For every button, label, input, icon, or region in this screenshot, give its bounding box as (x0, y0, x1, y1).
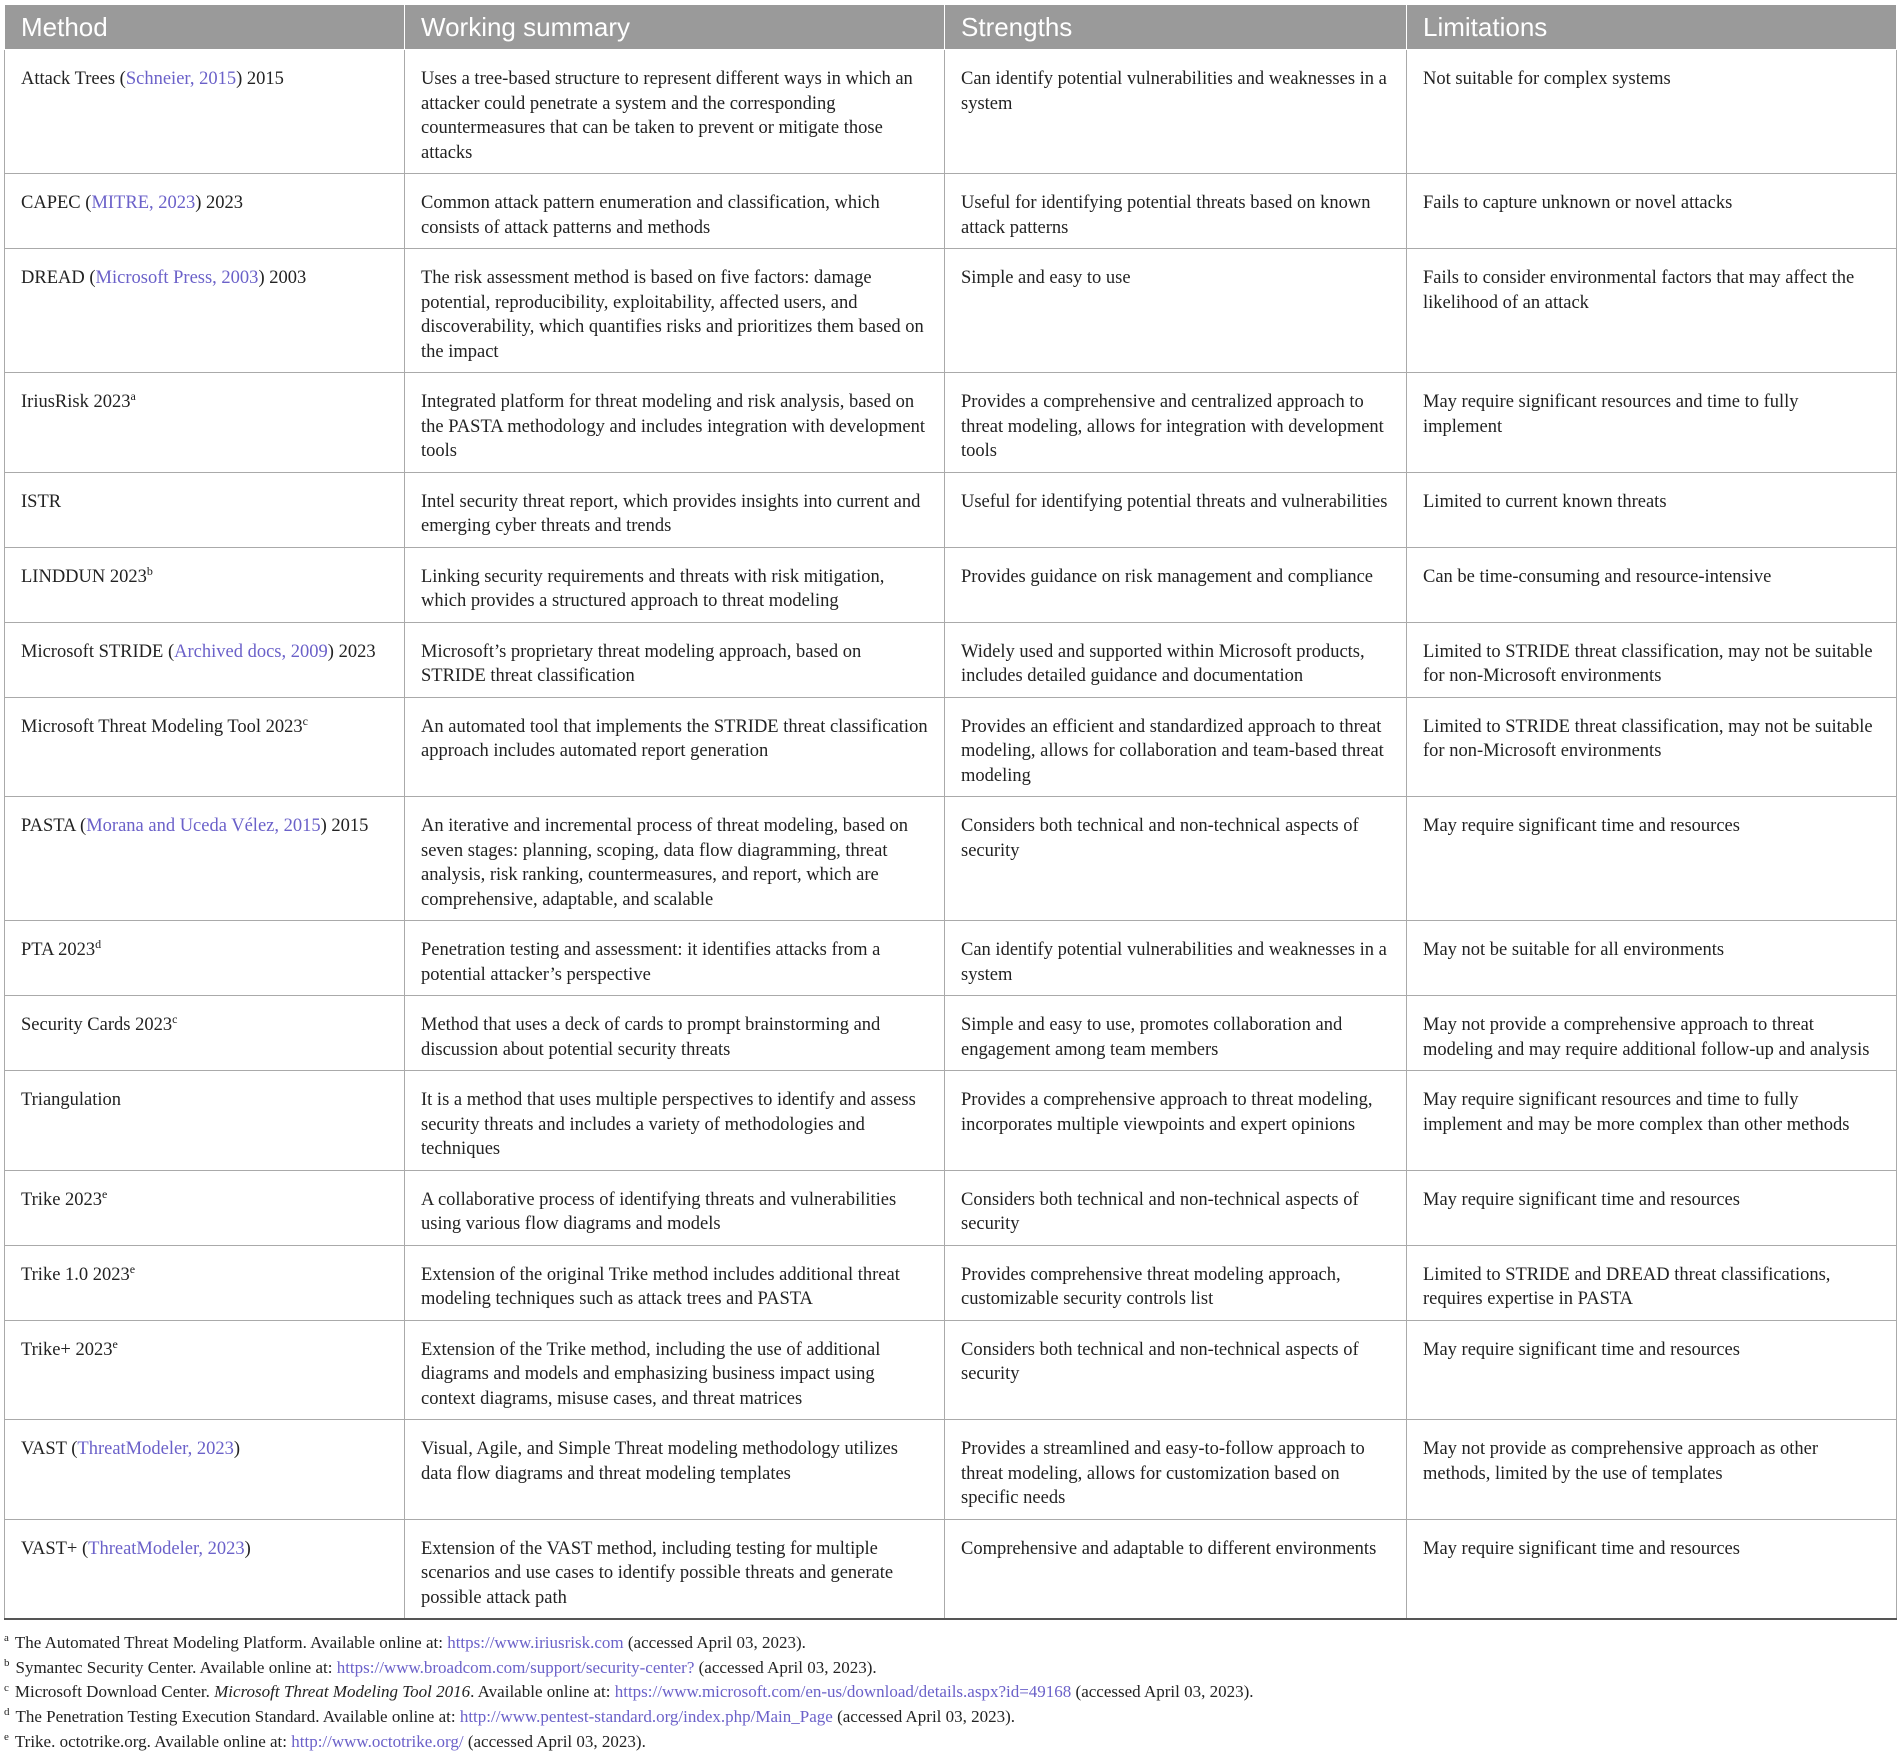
method-cell (5, 697, 405, 797)
method-name: PTA (21, 940, 54, 960)
table-row (5, 373, 1897, 473)
method-name: PASTA (21, 816, 76, 836)
citation-link[interactable]: ThreatModeler, 2023 (77, 1439, 234, 1459)
footnote-link[interactable]: https://www.microsoft.com/en-us/download/details.aspx?id=49168 (614, 1682, 1072, 1702)
method-year: 2023 (75, 1339, 113, 1360)
footnote-mark: b (4, 1657, 10, 1670)
footnote-mark: e (4, 1731, 9, 1744)
citation-link[interactable]: Archived docs, 2009 (174, 641, 328, 662)
table-row (5, 472, 1897, 547)
method-name: ISTR (21, 491, 62, 512)
method-year: 2023 (338, 641, 376, 662)
method-year: 2023 (206, 193, 244, 213)
method-year: 2015 (246, 69, 284, 89)
limitations-cell: May not provide a comprehensive approach to threat modeling and may require additional follow-up and analysis (1407, 996, 1897, 1071)
footnote-marker: d (95, 936, 102, 951)
method-year: 2015 (331, 816, 369, 836)
footnote-text: The Automated Threat Modeling Platform. Available online at: (14, 1633, 448, 1652)
table-row (5, 921, 1897, 996)
summary-cell: Extension of the original Trike method includes additional threat modeling techniques such as attack trees and PASTA (405, 1245, 945, 1320)
header-limitations: Limitations (1407, 5, 1897, 50)
citation-link[interactable]: ThreatModeler, 2023 (88, 1538, 245, 1559)
footnote-text: Trike. octotrike.org. Available online at: (14, 1731, 292, 1751)
summary-cell: Visual, Agile, and Simple Threat modeling methodology utilizes data flow diagrams and threat modeling templates (405, 1420, 945, 1520)
method-name: Trike 1.0 (21, 1264, 89, 1285)
strengths-cell: Can identify potential vulnerabilities and weaknesses in a system (945, 921, 1407, 996)
strengths-cell: Useful for identifying potential threats and vulnerabilities (945, 472, 1407, 547)
footnote-link[interactable]: http://www.octotrike.org/ (291, 1731, 464, 1751)
strengths-cell: Provides comprehensive threat modeling approach, customizable security controls list (945, 1245, 1407, 1320)
method-name: VAST+ (21, 1538, 78, 1559)
footnote (4, 1656, 1896, 1681)
footnote-text: (accessed April 03, 2023). (832, 1707, 1016, 1727)
summary-cell: An automated tool that implements the STRIDE threat classification approach includes automated report generation (405, 697, 945, 797)
summary-cell: Common attack pattern enumeration and classification, which consists of attack patterns and methods (405, 174, 945, 249)
footnote-link[interactable]: https://www.iriusrisk.com (447, 1633, 624, 1652)
method-name: Attack Trees (21, 69, 116, 89)
footnote-marker: c (172, 1011, 178, 1026)
method-year: 2023 (92, 1264, 130, 1285)
footnote-text: The Penetration Testing Execution Standard. Available online at: (15, 1707, 460, 1727)
method-year: 2023 (65, 1189, 103, 1210)
table-row (5, 174, 1897, 249)
limitations-cell: Limited to STRIDE threat classification, may not be suitable for non-Microsoft environments (1407, 697, 1897, 797)
footnote-marker: b (146, 563, 153, 578)
footnote-mark: c (4, 1681, 9, 1694)
strengths-cell: Simple and easy to use, promotes collaboration and engagement among team members (945, 996, 1407, 1071)
limitations-cell: Limited to STRIDE threat classification, may not be suitable for non-Microsoft environments (1407, 622, 1897, 697)
limitations-cell: May require significant time and resources (1407, 1320, 1897, 1420)
strengths-cell: Considers both technical and non-technical aspects of security (945, 1170, 1407, 1245)
table-row (5, 547, 1897, 622)
method-name: DREAD (21, 268, 85, 288)
footnote-italic-title: Microsoft Threat Modeling Tool 2016 (214, 1682, 471, 1702)
footnote-text: Microsoft Download Center. (14, 1682, 215, 1702)
limitations-cell: Limited to STRIDE and DREAD threat classifications, requires expertise in PASTA (1407, 1245, 1897, 1320)
limitations-cell: May not provide as comprehensive approach as other methods, limited by the use of templates (1407, 1420, 1897, 1520)
strengths-cell: Widely used and supported within Microsoft products, includes detailed guidance and documentation (945, 622, 1407, 697)
limitations-cell: May require significant resources and time to fully implement (1407, 373, 1897, 473)
method-cell: VAST+ (ThreatModeler, 2023) (5, 1519, 405, 1619)
method-cell (5, 921, 405, 996)
method-cell (5, 1320, 405, 1420)
method-year: 2023 (265, 716, 303, 737)
method-name: Microsoft Threat Modeling Tool (21, 716, 262, 737)
strengths-cell: Provides a comprehensive approach to threat modeling, incorporates multiple viewpoints and expert opinions (945, 1071, 1407, 1171)
summary-cell: Microsoft’s proprietary threat modeling approach, based on STRIDE threat classification (405, 622, 945, 697)
footnote-link[interactable]: https://www.broadcom.com/support/security-center? (336, 1657, 695, 1677)
strengths-cell: Provides an efficient and standardized approach to threat modeling, allows for collaboration and team-based threat modeling (945, 697, 1407, 797)
footnote-marker: e (129, 1261, 136, 1276)
table-row (5, 1170, 1897, 1245)
summary-cell: Intel security threat report, which provides insights into current and emerging cyber threats and trends (405, 472, 945, 547)
header-working-summary: Working summary (405, 5, 945, 50)
summary-cell: Extension of the Trike method, including the use of additional diagrams and models and emphasizing business impact using context diagrams, misuse cases, and threat matrices (405, 1320, 945, 1420)
limitations-cell: May require significant time and resources (1407, 797, 1897, 921)
limitations-cell: Limited to current known threats (1407, 472, 1897, 547)
footnote-marker: e (102, 1186, 108, 1201)
footnote (4, 1730, 1896, 1754)
header-strengths: Strengths (945, 5, 1407, 50)
document (4, 4, 1896, 1754)
method-cell: VAST (ThreatModeler, 2023) (5, 1420, 405, 1520)
footnote-mark: a (4, 1632, 9, 1645)
method-cell (5, 373, 405, 473)
summary-cell: Penetration testing and assessment: it identifies attacks from a potential attacker’s perspective (405, 921, 945, 996)
strengths-cell: Useful for identifying potential threats based on known attack patterns (945, 174, 1407, 249)
table-row (5, 996, 1897, 1071)
footnote (4, 1705, 1896, 1730)
summary-cell: Uses a tree-based structure to represent different ways in which an attacker could penetrate a system and the corresponding countermeasures that can be taken to prevent or mitigate those attacks (405, 50, 945, 174)
method-year: 2003 (269, 268, 307, 288)
method-cell (5, 1245, 405, 1320)
strengths-cell: Considers both technical and non-technical aspects of security (945, 797, 1407, 921)
method-year: 2023 (109, 566, 147, 587)
method-name: Trike (21, 1189, 61, 1210)
summary-cell: Linking security requirements and threats with risk mitigation, which provides a structured approach to threat modeling (405, 547, 945, 622)
method-cell (5, 996, 405, 1071)
summary-cell: Integrated platform for threat modeling and risk analysis, based on the PASTA methodology and includes integration with development tools (405, 373, 945, 473)
method-cell: CAPEC (MITRE, 2023) 2023 (5, 174, 405, 249)
method-cell (5, 1170, 405, 1245)
header-method: Method (5, 5, 405, 50)
table-header-row (5, 5, 1897, 50)
method-name: IriusRisk (21, 392, 89, 412)
table-row (5, 697, 1897, 797)
table-body (5, 50, 1897, 1620)
summary-cell: Extension of the VAST method, including testing for multiple scenarios and use cases to identify possible threats and generate possible attack path (405, 1519, 945, 1619)
strengths-cell: Provides guidance on risk management and compliance (945, 547, 1407, 622)
limitations-cell: Fails to consider environmental factors that may affect the likelihood of an attack (1407, 249, 1897, 373)
footnote-marker: a (130, 388, 136, 403)
method-cell: Microsoft STRIDE (Archived docs, 2009) 2023 (5, 622, 405, 697)
citation-link[interactable]: Morana and Uceda Vélez, 2015 (86, 816, 321, 836)
limitations-cell: Fails to capture unknown or novel attacks (1407, 174, 1897, 249)
summary-cell: An iterative and incremental process of threat modeling, based on seven stages: planning, scoping, data flow diagramming, threat analysis, risk ranking, countermeasures, and report, which are comprehensive, adaptable, and scalable (405, 797, 945, 921)
method-name: Security Cards (21, 1015, 131, 1035)
footnote-link[interactable]: http://www.pentest-standard.org/index.php/Main_Page (459, 1707, 833, 1727)
method-year: 2023 (93, 392, 131, 412)
method-cell: DREAD (Microsoft Press, 2003) 2003 (5, 249, 405, 373)
method-cell: Attack Trees (Schneier, 2015) 2015 (5, 50, 405, 174)
summary-cell: A collaborative process of identifying threats and vulnerabilities using various flow diagrams and models (405, 1170, 945, 1245)
citation-link[interactable]: Microsoft Press, 2003 (95, 268, 259, 288)
strengths-cell: Simple and easy to use (945, 249, 1407, 373)
strengths-cell: Comprehensive and adaptable to different environments (945, 1519, 1407, 1619)
footnote-marker: e (112, 1336, 118, 1351)
footnote-text: (accessed April 03, 2023). (694, 1657, 877, 1677)
footnote-text: (accessed April 03, 2023). (623, 1633, 806, 1652)
summary-cell: Method that uses a deck of cards to prompt brainstorming and discussion about potential security threats (405, 996, 945, 1071)
table-row (5, 50, 1897, 174)
table-row (5, 249, 1897, 373)
limitations-cell: Can be time-consuming and resource-intensive (1407, 547, 1897, 622)
footnote-text: Symantec Security Center. Available online at: (15, 1657, 337, 1677)
footnote (4, 1680, 1896, 1705)
method-name: LINDDUN (21, 566, 106, 587)
strengths-cell: Provides a streamlined and easy-to-follow approach to threat modeling, allows for customization based on specific needs (945, 1420, 1407, 1520)
summary-cell: It is a method that uses multiple perspectives to identify and assess security threats and includes a variety of methodologies and techniques (405, 1071, 945, 1171)
strengths-cell: Provides a comprehensive and centralized approach to threat modeling, allows for integration with development tools (945, 373, 1407, 473)
method-year: 2023 (58, 940, 96, 960)
footnote-text: . Available online at: (470, 1682, 615, 1702)
method-name: Microsoft STRIDE (21, 641, 164, 662)
method-name: VAST (21, 1439, 67, 1459)
footnote-text: (accessed April 03, 2023). (463, 1731, 646, 1751)
footnote-marker: c (302, 713, 308, 728)
table-row (5, 1320, 1897, 1420)
footnotes (4, 1631, 1896, 1754)
summary-cell: The risk assessment method is based on five factors: damage potential, reproducibility, exploitability, affected users, and discoverability, which quantifies risks and prioritizes them based on the impact (405, 249, 945, 373)
limitations-cell: May require significant time and resources (1407, 1519, 1897, 1619)
citation-link[interactable]: Schneier, 2015 (125, 69, 237, 89)
method-cell (5, 547, 405, 622)
table-row (5, 1071, 1897, 1171)
method-name: Triangulation (21, 1090, 122, 1110)
strengths-cell: Considers both technical and non-technical aspects of security (945, 1320, 1407, 1420)
limitations-cell: May require significant resources and time to fully implement and may be more complex than other methods (1407, 1071, 1897, 1171)
table-row (5, 622, 1897, 697)
method-cell: PASTA (Morana and Uceda Vélez, 2015) 2015 (5, 797, 405, 921)
method-name: Trike+ (21, 1339, 71, 1360)
footnote-text: (accessed April 03, 2023). (1071, 1682, 1254, 1702)
method-year: 2023 (135, 1015, 173, 1035)
method-cell (5, 1071, 405, 1171)
table-row (5, 1420, 1897, 1520)
limitations-cell: Not suitable for complex systems (1407, 50, 1897, 174)
limitations-cell: May not be suitable for all environments (1407, 921, 1897, 996)
methods-table (4, 4, 1897, 1620)
limitations-cell: May require significant time and resources (1407, 1170, 1897, 1245)
method-name: CAPEC (21, 193, 81, 213)
method-cell (5, 472, 405, 547)
table-row (5, 797, 1897, 921)
table-row (5, 1245, 1897, 1320)
citation-link[interactable]: MITRE, 2023 (91, 193, 196, 213)
strengths-cell: Can identify potential vulnerabilities and weaknesses in a system (945, 50, 1407, 174)
footnote-mark: d (4, 1706, 10, 1719)
table-row (5, 1519, 1897, 1619)
